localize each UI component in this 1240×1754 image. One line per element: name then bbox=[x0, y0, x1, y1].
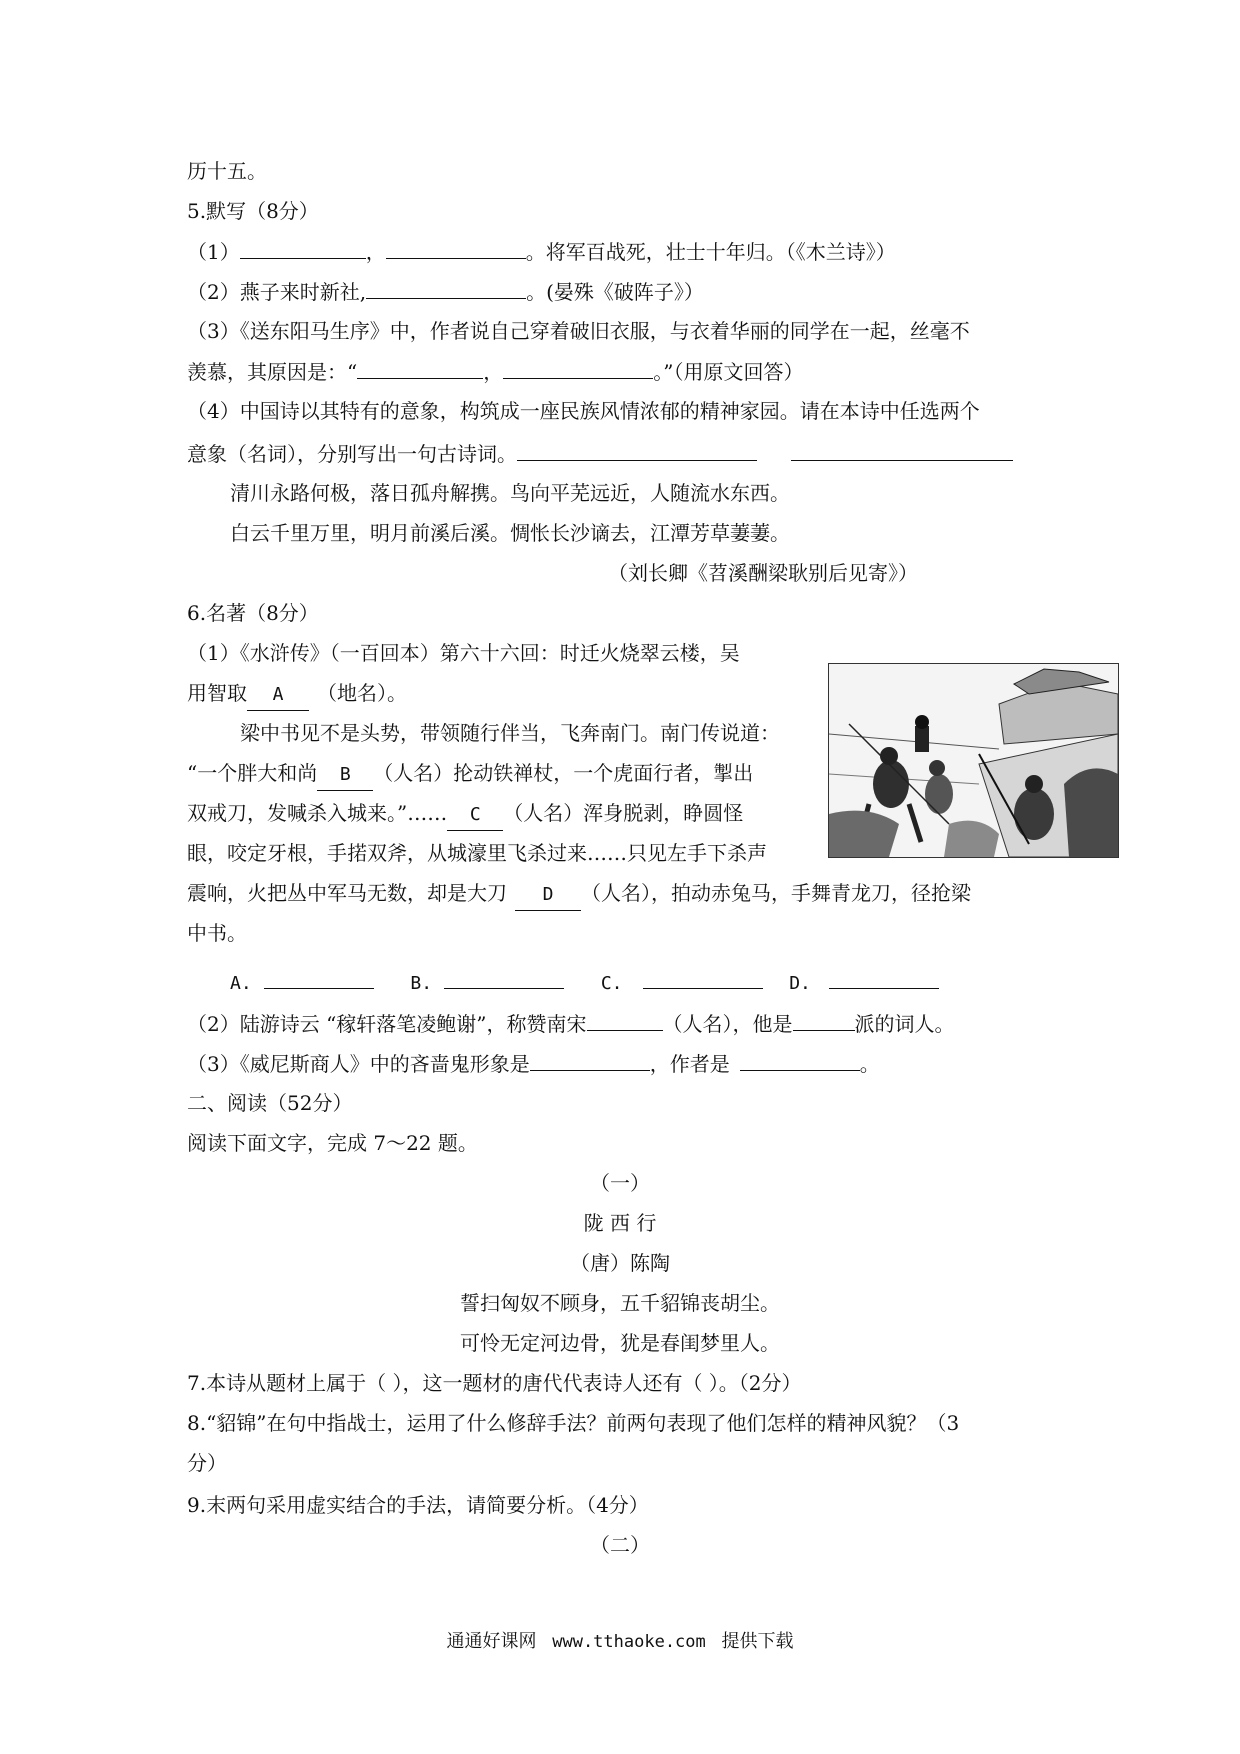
q6-text-line-7 bbox=[187, 878, 971, 911]
q6-line4-prefix: “一个胖大和尚 bbox=[187, 761, 318, 785]
q5-title: 5.默写（8分） bbox=[187, 199, 319, 223]
q5-part1-number: （1） bbox=[187, 240, 240, 264]
page-footer bbox=[0, 1627, 1240, 1653]
q6-part2-blank-2[interactable] bbox=[793, 1008, 855, 1031]
poem-author: （唐）陈陶 bbox=[570, 1251, 670, 1275]
header-fragment: 历十五。 bbox=[187, 159, 267, 183]
q6-line7-prefix: 震响，火把丛中军马无数，却是大刀 bbox=[187, 881, 507, 905]
q6-line5-prefix: 双戒刀，发喊杀入城来。”…… bbox=[187, 801, 448, 825]
q6-answer-blank-d[interactable] bbox=[829, 966, 939, 989]
q6-text-line-4 bbox=[187, 758, 753, 791]
q6-text-line-5 bbox=[187, 798, 743, 831]
q6-answer-blank-a[interactable] bbox=[264, 966, 374, 989]
q5-part2 bbox=[187, 276, 704, 307]
q6-part2 bbox=[187, 1008, 955, 1039]
battle-scene-image bbox=[829, 664, 1118, 857]
q6-line5-suffix: （人名）浑身脱剥，睁圆怪 bbox=[503, 801, 744, 825]
poem-line-2: 可怜无定河边骨，犹是春闺梦里人。 bbox=[460, 1331, 780, 1355]
q5-part3-line1: （3）《送东阳马生序》中，作者说自己穿着破旧衣服，与衣着华丽的同学在一起，丝毫不 bbox=[187, 319, 970, 343]
q6-answer-label-b: B. bbox=[410, 973, 433, 994]
section2-part1-heading: （一） bbox=[590, 1171, 650, 1195]
q6-blank-d: D bbox=[515, 880, 581, 911]
q6-part3-blank-2[interactable] bbox=[740, 1048, 860, 1071]
question-7: 7.本诗从题材上属于（ ），这一题材的唐代代表诗人还有（ ）。（2分） bbox=[187, 1371, 802, 1395]
q5-poem-line-1: 清川永路何极，落日孤舟解携。鸟向平芜远近，人随流水东西。 bbox=[230, 481, 790, 505]
q5-part3-separator: ， bbox=[483, 360, 504, 384]
q6-part2-blank-1[interactable] bbox=[587, 1008, 663, 1031]
q6-blank-c: C bbox=[447, 800, 503, 831]
q5-part3-blank-1[interactable] bbox=[357, 356, 483, 379]
q6-answer-row bbox=[230, 966, 939, 999]
q6-answer-blank-c[interactable] bbox=[643, 966, 763, 989]
q5-part3-prefix: 羡慕，其原因是：“ bbox=[187, 360, 358, 384]
q5-part4-line2 bbox=[187, 438, 1013, 469]
q5-part1-blank-2[interactable] bbox=[386, 236, 526, 259]
q6-line2-prefix: 用智取 bbox=[187, 681, 247, 705]
q5-part4-blank-1[interactable] bbox=[517, 438, 757, 461]
q5-part2-blank[interactable] bbox=[366, 276, 526, 299]
q6-answer-label-a: A. bbox=[230, 973, 252, 994]
q5-part4-prefix: 意象（名词），分别写出一句古诗词。 bbox=[187, 442, 517, 466]
q6-title: 6.名著（8分） bbox=[187, 601, 319, 625]
q5-part2-prefix: 燕子来时新社, bbox=[239, 280, 367, 304]
footer-suffix: 提供下载 bbox=[721, 1631, 794, 1652]
poem-title: 陇 西 行 bbox=[583, 1211, 657, 1235]
section2-part2-heading: （二） bbox=[590, 1533, 650, 1557]
footer-url[interactable]: www.tthaoke.com bbox=[552, 1632, 706, 1652]
q6-text-line-3: 梁中书见不是头势，带领随行伴当，飞奔南门。南门传说道： bbox=[240, 721, 780, 745]
q6-blank-b: B bbox=[317, 760, 373, 791]
q6-part2-middle: （人名），他是 bbox=[662, 1012, 793, 1036]
q6-part2-prefix: （2）陆游诗云 “稼轩落笔凌鲍谢”，称赞南宋 bbox=[187, 1012, 587, 1036]
q5-part4-line1: （4）中国诗以其特有的意象，构筑成一座民族风情浓郁的精神家园。请在本诗中任选两个 bbox=[187, 399, 980, 423]
q6-part3-blank-1[interactable] bbox=[530, 1048, 650, 1071]
q5-part1-blank-1[interactable] bbox=[240, 236, 366, 259]
q6-line7-suffix: （人名），拍动赤兔马，手舞青龙刀，径抢梁 bbox=[581, 881, 971, 905]
q5-part3-line2 bbox=[187, 356, 803, 387]
q6-line2-suffix: （地名）。 bbox=[317, 681, 407, 705]
question-8-line-2: 分） bbox=[187, 1451, 227, 1475]
question-9: 9.末两句采用虚实结合的手法，请简要分析。（4分） bbox=[187, 1493, 649, 1517]
q6-answer-label-c: C. bbox=[600, 973, 623, 994]
q5-part1-separator: ， bbox=[365, 240, 386, 264]
section2-instruction: 阅读下面文字，完成 7～22 题。 bbox=[187, 1131, 478, 1155]
q5-part1 bbox=[187, 236, 896, 267]
q5-poem-source: （刘长卿《苕溪酬梁耿别后见寄》） bbox=[608, 561, 918, 585]
q6-part3-middle: ，作者是 bbox=[649, 1052, 730, 1076]
q6-answer-blank-b[interactable] bbox=[444, 966, 564, 989]
section2-title: 二、阅读（52分） bbox=[187, 1091, 353, 1115]
q5-part4-blank-2[interactable] bbox=[791, 438, 1013, 461]
q6-text-line-6: 眼，咬定牙根，手掿双斧，从城濠里飞杀过来……只见左手下杀声 bbox=[187, 841, 767, 865]
water-margin-illustration bbox=[828, 663, 1119, 858]
q6-part3-prefix: （3）《威尼斯商人》中的吝啬鬼形象是 bbox=[187, 1052, 530, 1076]
footer-site-name: 通通好课网 bbox=[446, 1631, 537, 1652]
q5-part2-number: （2） bbox=[187, 280, 240, 304]
q5-part3-text: 。”（用原文回答） bbox=[653, 360, 804, 384]
poem-line-1: 誓扫匈奴不顾身，五千貂锦丧胡尘。 bbox=[460, 1291, 780, 1315]
q6-answer-label-d: D. bbox=[789, 973, 811, 994]
q6-text-line-2 bbox=[187, 678, 407, 711]
q6-text-line-8: 中书。 bbox=[187, 921, 247, 945]
q5-part3-blank-2[interactable] bbox=[503, 356, 653, 379]
q5-part2-text: 。(晏殊《破阵子》） bbox=[526, 280, 704, 304]
q6-part3-suffix: 。 bbox=[859, 1052, 880, 1076]
q6-text-line-1: （1）《水浒传》（一百回本）第六十六回：时迁火烧翠云楼，吴 bbox=[187, 641, 740, 665]
question-8-line-1: 8.“貂锦”在句中指战士，运用了什么修辞手法？前两句表现了他们怎样的精神风貌？（3 bbox=[187, 1411, 960, 1435]
q5-poem-line-2: 白云千里万里，明月前溪后溪。惆怅长沙谪去，江潭芳草萋萋。 bbox=[230, 521, 790, 545]
q6-line4-suffix: （人名）抡动铁禅杖，一个虎面行者，掣出 bbox=[373, 761, 754, 785]
q5-part1-text: 。将军百战死，壮士十年归。（《木兰诗》） bbox=[525, 240, 896, 264]
q6-part3 bbox=[187, 1048, 880, 1079]
q6-blank-a: A bbox=[247, 680, 309, 711]
q6-part2-suffix: 派的词人。 bbox=[854, 1012, 955, 1036]
